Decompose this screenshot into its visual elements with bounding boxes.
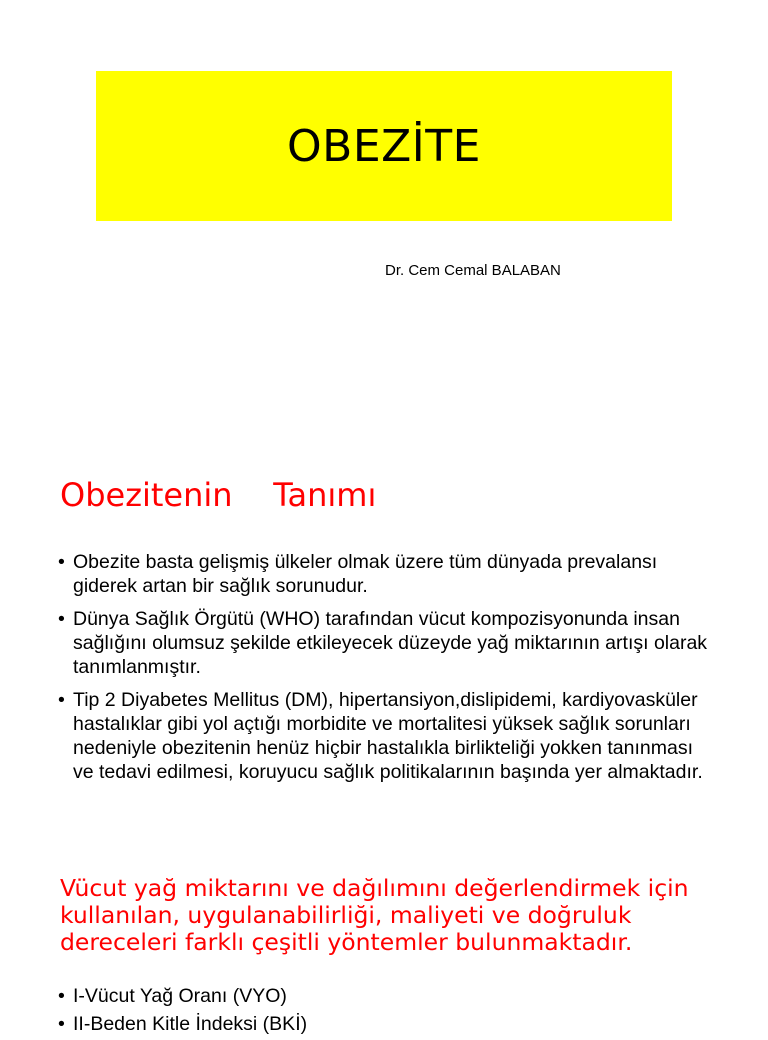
- list-item: [58, 984, 718, 1008]
- bullet-icon: •: [58, 1013, 65, 1035]
- bullet-icon: •: [58, 689, 65, 711]
- methods-bullet-list: [58, 984, 718, 1040]
- bullet-text: Obezite basta gelişmiş ülkeler olmak üzere tüm dünyada prevalansı giderek artan bir sağlık sorunudur.: [73, 551, 658, 597]
- bullet-icon: •: [58, 985, 65, 1007]
- list-item: [58, 688, 718, 784]
- definition-bullet-list: [58, 550, 718, 793]
- list-item: [58, 550, 718, 598]
- bullet-text: I-Vücut Yağ Oranı (VYO): [73, 985, 287, 1007]
- list-item: [58, 1012, 718, 1036]
- title-banner: [96, 71, 672, 221]
- list-item: [58, 607, 718, 679]
- bullet-icon: •: [58, 608, 65, 630]
- bullet-icon: •: [58, 551, 65, 573]
- bullet-text: Dünya Sağlık Örgütü (WHO) tarafından vücut kompozisyonunda insan sağlığını olumsuz şekilde etkileyecek düzeyde yağ miktarının artışı olarak tanımlanmıştır.: [73, 608, 708, 678]
- author-name: Dr. Cem Cemal BALABAN: [385, 262, 561, 279]
- methods-intro: Vücut yağ miktarını ve dağılımını değerlendirmek için kullanılan, uygulanabilirliği, maliyeti ve doğruluk dereceleri farklı çeşitli yöntemler bulunmaktadır.: [60, 874, 689, 956]
- bullet-text: II-Beden Kitle İndeksi (BKİ): [73, 1013, 308, 1035]
- bullet-text: Tip 2 Diyabetes Mellitus (DM), hipertansiyon,dislipidemi, kardiyovasküler hastalıklar gibi yol açtığı morbidite ve mortalitesi yüksek sağlık sorunları nedeniyle obezitenin henüz hiçbir hastalıkla birlikteliği yokken tanınması ve tedavi edilmesi, koruyucu sağlık politikalarının başında yer almaktadır.: [73, 689, 703, 783]
- slide-title: OBEZİTE: [287, 120, 481, 172]
- section-heading: Obezitenin Tanımı: [60, 476, 377, 514]
